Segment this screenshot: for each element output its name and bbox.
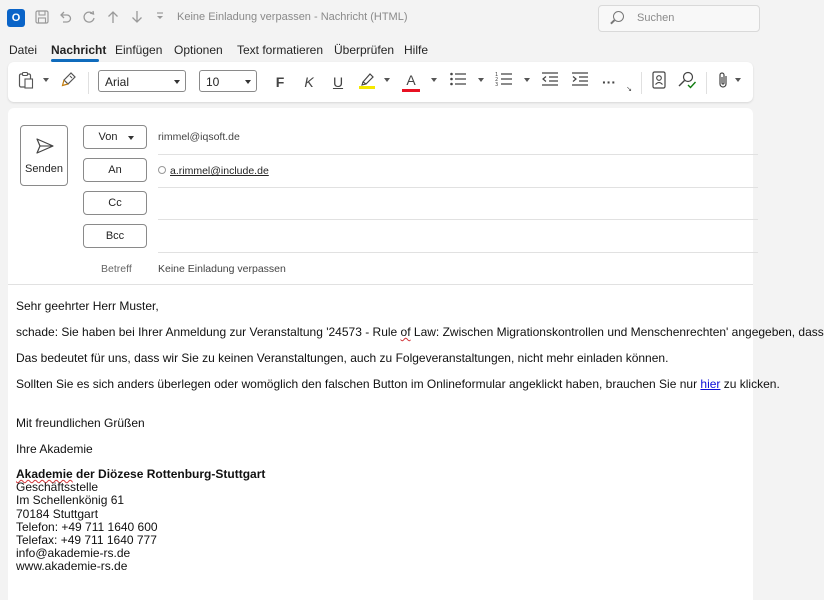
customize-toolbar-icon[interactable]	[152, 10, 168, 26]
search-icon	[613, 11, 624, 22]
bcc-field[interactable]	[158, 252, 758, 253]
numbered-list-dropdown-icon[interactable]	[524, 78, 530, 82]
bullet-list-icon[interactable]	[449, 71, 467, 93]
attach-dropdown-icon[interactable]	[735, 78, 741, 82]
font-color-bar	[402, 89, 420, 92]
outlook-app-icon[interactable]: O	[7, 9, 25, 27]
para1-part-b: Law: Zwischen Migrationskontrollen und Menschenrechten' angegeben, dass	[410, 325, 824, 339]
divider	[158, 154, 758, 155]
send-button[interactable]	[20, 125, 68, 186]
numbered-list-icon[interactable]	[495, 71, 513, 93]
para3-part-a: Sollten Sie es sich anders überlegen oder womöglich den falschen Button im Onlineformular angeklickt haben, brauchen Sie nur	[16, 377, 701, 391]
tab-datei[interactable]: Datei	[9, 43, 38, 57]
bold-button[interactable]: F	[275, 74, 285, 90]
body-greeting[interactable]: Sehr geehrter Herr Muster,	[16, 299, 159, 313]
from-button[interactable]	[83, 125, 147, 149]
dialog-launcher-icon[interactable]: ↘	[626, 86, 632, 93]
bullet-list-dropdown-icon[interactable]	[478, 78, 484, 82]
org-word: Akademie	[16, 467, 73, 481]
body-sender[interactable]: Ihre Akademie	[16, 442, 93, 456]
org-rest: der Diözese Rottenburg-Stuttgart	[72, 467, 266, 481]
italic-button[interactable]: K	[304, 74, 314, 90]
ribbon-separator	[88, 72, 89, 94]
address-book-icon[interactable]	[650, 71, 668, 93]
tab-einfuegen[interactable]: Einfügen	[115, 43, 163, 57]
body-paragraph-1[interactable]	[16, 325, 824, 339]
send-icon	[36, 138, 54, 154]
font-size-select[interactable]	[199, 70, 257, 92]
presence-icon	[158, 166, 166, 174]
para3-part-b: zu klicken.	[720, 377, 780, 391]
tab-nachricht[interactable]: Nachricht	[51, 43, 107, 57]
signature-line: info@akademie-rs.de	[16, 546, 131, 561]
chevron-down-icon	[128, 136, 134, 140]
ribbon-tabs	[0, 38, 745, 62]
ribbon-separator	[706, 72, 707, 94]
body-paragraph-3[interactable]	[16, 377, 780, 391]
tab-hilfe[interactable]: Hilfe	[404, 43, 429, 57]
svg-text:1: 1	[495, 72, 499, 78]
search-placeholder: Suchen	[637, 12, 675, 24]
increase-indent-icon[interactable]	[571, 71, 589, 93]
font-family-value: Arial	[105, 75, 130, 89]
svg-text:3: 3	[495, 82, 499, 88]
chevron-down-icon	[174, 80, 180, 84]
font-color-dropdown-icon[interactable]	[431, 78, 437, 82]
previous-item-icon[interactable]	[105, 10, 121, 26]
decrease-indent-icon[interactable]	[541, 71, 559, 93]
tab-ueberpruefen[interactable]: Überprüfen	[334, 43, 395, 57]
paste-icon[interactable]	[17, 71, 35, 93]
divider	[158, 187, 758, 188]
compose-pane	[8, 108, 824, 600]
svg-text:2: 2	[495, 77, 499, 83]
highlight-dropdown-icon[interactable]	[384, 78, 390, 82]
undo-icon[interactable]	[57, 10, 73, 26]
to-field[interactable]	[158, 165, 269, 177]
body-closing[interactable]: Mit freundlichen Grüßen	[16, 416, 145, 430]
body-paragraph-2[interactable]: Das bedeutet für uns, dass wir Sie zu keinen Veranstaltungen, auch zu Folgeveranstaltungen, nicht mehr einladen können.	[16, 351, 669, 365]
para1-part-a: schade: Sie haben bei Ihrer Anmeldung zur Veranstaltung '24573 - Rule	[16, 325, 401, 339]
font-color-button[interactable]	[402, 71, 420, 93]
highlight-icon[interactable]	[358, 71, 376, 93]
cc-field[interactable]	[158, 219, 758, 220]
next-item-icon[interactable]	[129, 10, 145, 26]
underline-button[interactable]: U	[332, 74, 344, 90]
signature-line: Telefax: +49 711 1640 777	[16, 533, 157, 548]
more-options-button[interactable]: ···	[602, 74, 616, 90]
send-label: Senden	[25, 163, 63, 175]
bcc-button[interactable]: Bcc	[83, 224, 147, 248]
cc-button[interactable]: Cc	[83, 191, 147, 215]
divider	[8, 284, 753, 285]
from-label: Von	[98, 131, 118, 143]
font-size-value: 10	[206, 75, 220, 89]
save-icon[interactable]	[34, 10, 50, 26]
title-bar	[0, 0, 745, 36]
ribbon-separator	[641, 72, 642, 94]
spelling-flag: of	[400, 325, 411, 339]
here-link[interactable]: hier	[700, 377, 721, 391]
chevron-down-icon	[245, 80, 251, 84]
check-names-icon[interactable]	[677, 71, 697, 93]
paste-dropdown-icon[interactable]	[43, 78, 49, 82]
recipient-chip[interactable]: a.rimmel@include.de	[170, 165, 269, 177]
attach-file-icon[interactable]	[715, 71, 731, 93]
signature-block[interactable]	[16, 468, 265, 574]
signature-line: Geschäftsstelle	[16, 480, 99, 495]
tab-optionen[interactable]: Optionen	[174, 43, 223, 57]
subject-label: Betreff	[101, 263, 132, 275]
search-box[interactable]	[598, 5, 760, 32]
tab-text-formatieren[interactable]: Text formatieren	[237, 43, 324, 57]
from-value: rimmel@iqsoft.de	[158, 131, 240, 143]
redo-icon[interactable]	[81, 10, 97, 26]
subject-input[interactable]: Keine Einladung verpassen	[158, 263, 286, 275]
signature-line: Im Schellenkönig 61	[16, 493, 125, 508]
signature-line: Telefon: +49 711 1640 600	[16, 519, 158, 534]
signature-line: 70184 Stuttgart	[16, 506, 99, 521]
font-color-letter: A	[406, 72, 416, 88]
ribbon-toolbar	[8, 62, 753, 102]
signature-line: www.akademie-rs.de	[16, 559, 128, 574]
to-button[interactable]: An	[83, 158, 147, 182]
window-title: Keine Einladung verpassen - Nachricht (HTML)	[177, 11, 408, 23]
font-family-select[interactable]	[98, 70, 186, 92]
format-painter-icon[interactable]	[60, 71, 78, 93]
